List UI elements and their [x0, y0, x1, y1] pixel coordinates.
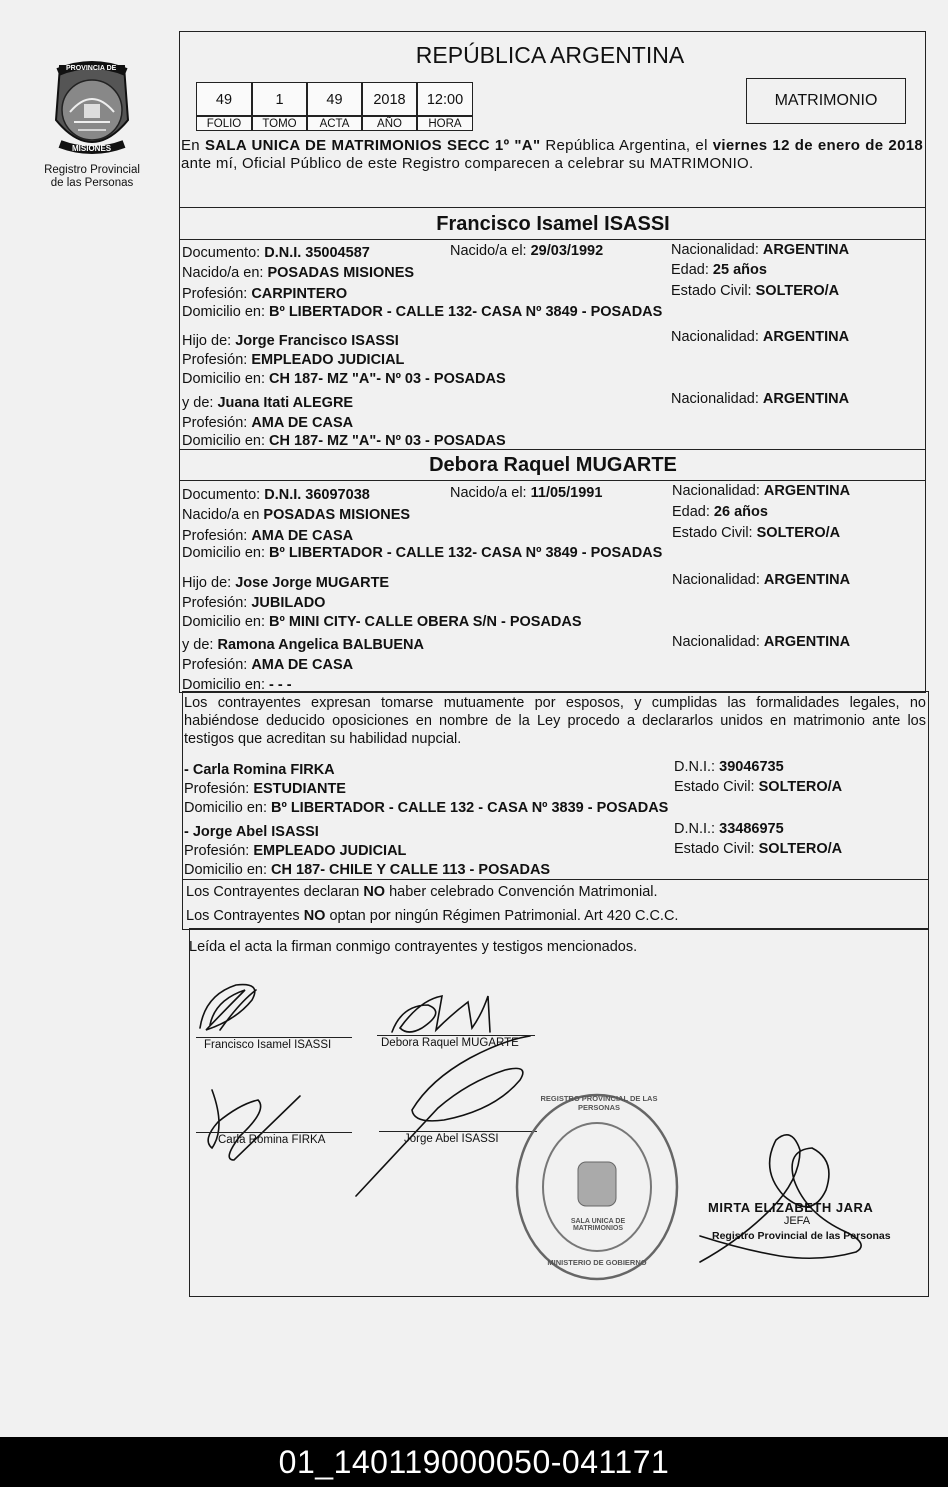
- statement-text: haber celebrado Convención Matrimonial.: [385, 884, 658, 900]
- field-value: ARGENTINA: [763, 483, 851, 499]
- field-label: Profesión:: [184, 781, 254, 797]
- field-value: D.N.I. 35004587: [264, 245, 370, 261]
- page-title: REPÚBLICA ARGENTINA: [415, 42, 685, 68]
- official-name: MIRTA ELIZABETH JARA: [708, 1200, 874, 1215]
- acta-label: ACTA: [307, 116, 362, 131]
- logo-caption-line2: de las Personas: [50, 177, 134, 189]
- signature-label-spouse1: Francisco Isamel ISASSI: [204, 1039, 332, 1051]
- emblem-text-bottom: MISIONES: [72, 144, 112, 153]
- field-label: Domicilio en:: [184, 862, 272, 878]
- statement-text: Los Contrayentes: [186, 908, 304, 924]
- field-label: Domicilio en:: [184, 800, 272, 816]
- field-value: ARGENTINA: [762, 391, 850, 407]
- field-value: ARGENTINA: [763, 634, 851, 650]
- field-value: CH 187- MZ "A"- Nº 03 - POSADAS: [269, 433, 506, 449]
- field-value: Juana Itati ALEGRE: [217, 395, 354, 411]
- field-value: Bº MINI CITY- CALLE OBERA S/N - POSADAS: [269, 614, 582, 630]
- field-value: 29/03/1992: [530, 243, 604, 259]
- field-value: 39046735: [719, 759, 784, 775]
- field-value: CH 187- MZ "A"- Nº 03 - POSADAS: [269, 371, 506, 387]
- field-value: - - -: [269, 677, 292, 693]
- field-value: Jorge Francisco ISASSI: [235, 333, 399, 349]
- field-value: ESTUDIANTE: [253, 781, 346, 797]
- field-value: SOLTERO/A: [758, 779, 843, 795]
- logo-caption-line1: Registro Provincial: [44, 164, 140, 176]
- field-label: D.N.I.:: [674, 759, 720, 775]
- official-stamp: [512, 1090, 682, 1285]
- field-value: POSADAS MISIONES: [267, 265, 415, 281]
- field-value: Bº LIBERTADOR - CALLE 132 - CASA Nº 3839 - POSADAS: [271, 800, 669, 816]
- field-label: Domicilio en:: [182, 614, 270, 630]
- field-label: Profesión:: [182, 657, 252, 673]
- field-value: - Carla Romina FIRKA: [184, 762, 335, 778]
- field-value: AMA DE CASA: [251, 415, 354, 431]
- field-label: Domicilio en:: [182, 433, 270, 449]
- acta-value: 49: [307, 82, 362, 116]
- official-role: JEFA: [783, 1215, 811, 1227]
- field-value: 26 años: [713, 504, 768, 520]
- year-label: AÑO: [362, 116, 417, 131]
- field-label: Profesión:: [182, 595, 252, 611]
- signature-label-spouse2: Debora Raquel MUGARTE: [381, 1037, 519, 1049]
- field-label: Nacionalidad:: [672, 483, 764, 499]
- field-value: 33486975: [719, 821, 784, 837]
- document-code-footer: 01_140119000050-041171: [0, 1437, 948, 1487]
- field-value: SOLTERO/A: [758, 841, 843, 857]
- folio-label: FOLIO: [196, 116, 252, 131]
- stamp-icon: [512, 1090, 682, 1285]
- hour-value: 12:00: [417, 82, 473, 116]
- field-value: 25 años: [712, 262, 767, 278]
- signature-line: [377, 1035, 535, 1036]
- field-label: D.N.I.:: [674, 821, 720, 837]
- field-value: EMPLEADO JUDICIAL: [251, 352, 405, 368]
- signature-line: [196, 1132, 352, 1133]
- intro-text: República Argentina, el: [540, 137, 713, 154]
- field-value: - Jorge Abel ISASSI: [184, 824, 319, 840]
- stamp-inner-text: SALA UNICA DE MATRIMONIOS: [570, 1218, 626, 1232]
- field-value: Bº LIBERTADOR - CALLE 132- CASA Nº 3849 - POSADAS: [269, 304, 663, 320]
- field-value: EMPLEADO JUDICIAL: [253, 843, 407, 859]
- folio-value: 49: [196, 82, 252, 116]
- stamp-outer-text: REGISTRO PROVINCIAL DE LAS PERSONAS: [540, 1094, 658, 1112]
- field-label: y de:: [182, 395, 218, 411]
- spouse2-name: Debora Raquel MUGARTE: [429, 454, 677, 476]
- field-label: Nacionalidad:: [671, 391, 763, 407]
- field-label: Estado Civil:: [674, 779, 759, 795]
- field-label: Nacido/a en:: [182, 265, 268, 281]
- field-label: Profesión:: [182, 415, 252, 431]
- year-value: 2018: [362, 82, 417, 116]
- statement-negation: NO: [303, 908, 326, 924]
- field-value: ARGENTINA: [763, 572, 851, 588]
- field-value: Ramona Angelica BALBUENA: [217, 637, 424, 653]
- closing-statement: Leída el acta la firman conmigo contrayentes y testigos mencionados.: [189, 939, 638, 955]
- statement-text: Los Contrayentes declaran: [186, 884, 364, 900]
- field-label: Profesión:: [182, 352, 252, 368]
- signature-line: [196, 1037, 352, 1038]
- statement-text: optan por ningún Régimen Patrimonial. Art 420 C.C.C.: [325, 908, 679, 924]
- field-value: Bº LIBERTADOR - CALLE 132- CASA Nº 3849 - POSADAS: [269, 545, 663, 561]
- emblem-text-top: PROVINCIA DE: [66, 65, 117, 72]
- field-label: Profesión:: [184, 843, 254, 859]
- field-label: Nacionalidad:: [672, 572, 764, 588]
- statement-negation: NO: [363, 884, 386, 900]
- hour-label: HORA: [417, 116, 473, 131]
- intro-date: viernes 12 de enero de 2018: [712, 137, 923, 154]
- field-label: Edad:: [672, 504, 714, 520]
- field-label: Estado Civil:: [671, 283, 756, 299]
- intro-place: SALA UNICA DE MATRIMONIOS SECC 1º "A": [205, 137, 541, 154]
- declaration-paragraph: Los contrayentes expresan tomarse mutuamente por esposos, y cumplidas las formalidades legales, no habiéndose deducido oposiciones en nombre de la Ley procedo a declararlos unidos en matrimonio ante los testigos que acreditan su habilidad nupcial.: [184, 695, 926, 747]
- field-label: Nacionalidad:: [672, 634, 764, 650]
- field-label: Nacido/a el:: [450, 243, 531, 259]
- field-value: AMA DE CASA: [251, 657, 354, 673]
- field-label: Documento:: [182, 487, 265, 503]
- field-value: ARGENTINA: [762, 329, 850, 345]
- field-label: Estado Civil:: [672, 525, 757, 541]
- field-label: y de:: [182, 637, 218, 653]
- field-label: Domicilio en:: [182, 371, 270, 387]
- field-value: D.N.I. 36097038: [264, 487, 370, 503]
- signature-label-witness1: Carla Romina FIRKA: [218, 1134, 326, 1146]
- field-label: Domicilio en:: [182, 545, 270, 561]
- field-label: Nacido/a el:: [450, 485, 531, 501]
- field-value: CARPINTERO: [251, 286, 348, 302]
- field-value: 11/05/1991: [530, 485, 603, 501]
- field-label: Edad:: [671, 262, 713, 278]
- field-value: JUBILADO: [251, 595, 326, 611]
- spouse1-name: Francisco Isamel ISASSI: [436, 213, 670, 235]
- field-value: AMA DE CASA: [251, 528, 354, 544]
- field-label: Nacionalidad:: [671, 329, 763, 345]
- document-type-box: MATRIMONIO: [746, 78, 906, 124]
- field-label: Profesión:: [182, 528, 252, 544]
- field-label: Domicilio en:: [182, 677, 270, 693]
- field-value: Jose Jorge MUGARTE: [235, 575, 390, 591]
- intro-text: En: [181, 137, 205, 154]
- tomo-label: TOMO: [252, 116, 307, 131]
- field-value: POSADAS MISIONES: [263, 507, 411, 523]
- field-label: Nacionalidad:: [671, 242, 763, 258]
- field-value: SOLTERO/A: [756, 525, 841, 541]
- field-value: CH 187- CHILE Y CALLE 113 - POSADAS: [271, 862, 551, 878]
- field-label: Estado Civil:: [674, 841, 759, 857]
- field-value: SOLTERO/A: [755, 283, 840, 299]
- official-office: Registro Provincial de las Personas: [712, 1230, 891, 1242]
- field-value: ARGENTINA: [762, 242, 850, 258]
- field-label: Nacido/a en: [182, 507, 264, 523]
- field-label: Profesión:: [182, 286, 252, 302]
- field-label: Domicilio en:: [182, 304, 270, 320]
- intro-text: ante mí, Oficial Público de este Registro comparecen a celebrar su MATRIMONIO.: [181, 155, 754, 172]
- signature-label-witness2: Jorge Abel ISASSI: [404, 1133, 499, 1145]
- tomo-value: 1: [252, 82, 307, 116]
- stamp-bottom-text: MINISTERIO DE GOBIERNO: [547, 1258, 647, 1267]
- field-label: Hijo de:: [182, 575, 236, 591]
- field-label: Documento:: [182, 245, 265, 261]
- field-label: Hijo de:: [182, 333, 236, 349]
